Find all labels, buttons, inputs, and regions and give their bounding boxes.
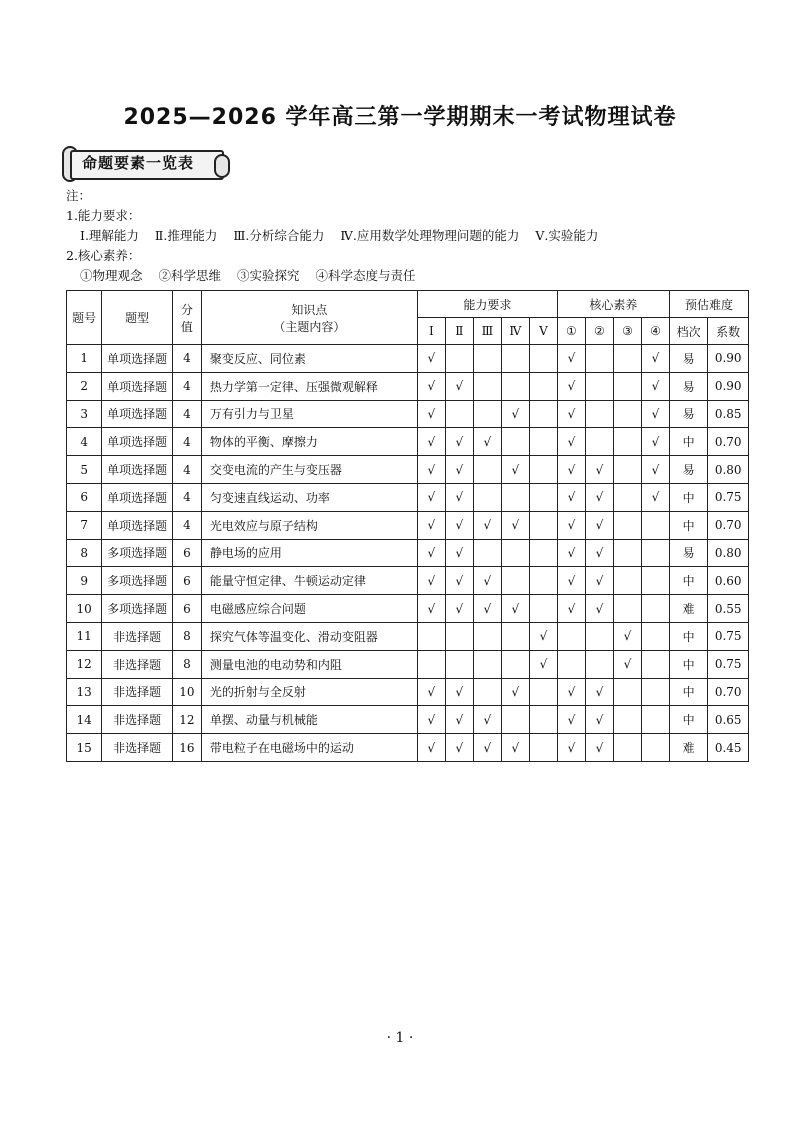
cell-topic: 聚变反应、同位素: [201, 345, 417, 373]
cell-topic: 带电粒子在电磁场中的运动: [201, 734, 417, 762]
cell-level: 中: [669, 511, 707, 539]
table-body: [67, 345, 749, 762]
cell-ability-3: [473, 400, 501, 428]
cell-level: 中: [669, 622, 707, 650]
header-core-col: ①: [557, 318, 585, 345]
cell-level: 难: [669, 734, 707, 762]
check-mark: √: [529, 650, 557, 678]
check-mark: √: [557, 483, 585, 511]
cell-ability-5: [529, 706, 557, 734]
check-mark: √: [585, 483, 613, 511]
cell-level: 难: [669, 595, 707, 623]
cell-level: 易: [669, 456, 707, 484]
notes-label: 注：: [66, 188, 92, 203]
cell-type: 多项选择题: [102, 567, 173, 595]
table-row: [67, 483, 749, 511]
check-mark: √: [417, 456, 445, 484]
cell-level: 易: [669, 345, 707, 373]
cell-num: 15: [67, 734, 102, 762]
check-mark: √: [417, 511, 445, 539]
table-row: [67, 428, 749, 456]
cell-topic: 探究气体等温变化、滑动变阻器: [201, 622, 417, 650]
cell-coef: 0.85: [708, 400, 749, 428]
cell-coef: 0.75: [708, 650, 749, 678]
cell-coef: 0.65: [708, 706, 749, 734]
header-ability-col: Ⅲ: [473, 318, 501, 345]
cell-score: 10: [172, 678, 201, 706]
check-mark: √: [557, 428, 585, 456]
cell-score: 12: [172, 706, 201, 734]
header-topic: [201, 291, 417, 345]
check-mark: √: [613, 622, 641, 650]
core-heading: 2.核心素养：: [66, 248, 141, 263]
cell-ability-1: [417, 650, 445, 678]
cell-core-4: [641, 678, 669, 706]
check-mark: √: [641, 372, 669, 400]
cell-ability-3: [473, 483, 501, 511]
cell-core-3: [613, 734, 641, 762]
cell-coef: 0.75: [708, 622, 749, 650]
check-mark: √: [445, 483, 473, 511]
cell-core-3: [613, 511, 641, 539]
cell-num: 4: [67, 428, 102, 456]
cell-score: 8: [172, 622, 201, 650]
check-mark: √: [641, 400, 669, 428]
elements-table: [66, 290, 749, 762]
cell-type: 单项选择题: [102, 456, 173, 484]
cell-level: 易: [669, 539, 707, 567]
scroll-right-decoration: [214, 154, 230, 178]
cell-type: 非选择题: [102, 622, 173, 650]
table-row: [67, 372, 749, 400]
cell-core-4: [641, 622, 669, 650]
check-mark: √: [417, 734, 445, 762]
cell-topic: 静电场的应用: [201, 539, 417, 567]
cell-coef: 0.80: [708, 539, 749, 567]
check-mark: √: [613, 650, 641, 678]
header-type: 题型: [102, 291, 173, 345]
cell-topic: 能量守恒定律、牛顿运动定律: [201, 567, 417, 595]
check-mark: √: [417, 372, 445, 400]
cell-topic: 电磁感应综合问题: [201, 595, 417, 623]
cell-ability-4: [501, 345, 529, 373]
cell-core-3: [613, 372, 641, 400]
core-list: [66, 266, 610, 286]
cell-ability-4: [501, 539, 529, 567]
cell-ability-4: [501, 706, 529, 734]
cell-num: 5: [67, 456, 102, 484]
cell-topic: 万有引力与卫星: [201, 400, 417, 428]
check-mark: √: [473, 511, 501, 539]
cell-ability-5: [529, 567, 557, 595]
cell-topic: 热力学第一定律、压强微观解释: [201, 372, 417, 400]
cell-core-3: [613, 428, 641, 456]
cell-num: 14: [67, 706, 102, 734]
check-mark: √: [417, 428, 445, 456]
cell-core-4: [641, 511, 669, 539]
header-core: 核心素养: [557, 291, 669, 318]
cell-level: 中: [669, 706, 707, 734]
core-item: ④科学态度与责任: [315, 268, 416, 283]
banner-text: 命题要素一览表: [82, 154, 195, 172]
check-mark: √: [417, 345, 445, 373]
check-mark: √: [501, 456, 529, 484]
cell-ability-5: [529, 372, 557, 400]
cell-num: 11: [67, 622, 102, 650]
cell-type: 单项选择题: [102, 483, 173, 511]
check-mark: √: [557, 595, 585, 623]
check-mark: √: [473, 706, 501, 734]
cell-coef: 0.70: [708, 678, 749, 706]
table-row: [67, 706, 749, 734]
cell-coef: 0.75: [708, 483, 749, 511]
check-mark: √: [445, 678, 473, 706]
cell-score: 8: [172, 650, 201, 678]
page-title: 2025—2026 学年高三第一学期期末一考试物理试卷: [123, 105, 677, 130]
cell-type: 单项选择题: [102, 345, 173, 373]
table-row: [67, 456, 749, 484]
cell-core-2: [585, 345, 613, 373]
cell-topic: 测量电池的电动势和内阻: [201, 650, 417, 678]
check-mark: √: [417, 706, 445, 734]
cell-score: 4: [172, 428, 201, 456]
cell-ability-1: [417, 622, 445, 650]
check-mark: √: [557, 400, 585, 428]
check-mark: √: [557, 706, 585, 734]
check-mark: √: [585, 567, 613, 595]
table-row: [67, 400, 749, 428]
cell-ability-5: [529, 456, 557, 484]
cell-ability-4: [501, 428, 529, 456]
cell-core-1: [557, 622, 585, 650]
check-mark: √: [557, 456, 585, 484]
header-level: 档次: [669, 318, 707, 345]
check-mark: √: [417, 595, 445, 623]
table-row: [67, 345, 749, 373]
cell-ability-3: [473, 372, 501, 400]
cell-ability-2: [445, 400, 473, 428]
header-ability: 能力要求: [417, 291, 557, 318]
check-mark: √: [557, 372, 585, 400]
cell-core-3: [613, 345, 641, 373]
cell-ability-4: [501, 372, 529, 400]
check-mark: √: [557, 734, 585, 762]
header-coef: 系数: [708, 318, 749, 345]
cell-core-4: [641, 650, 669, 678]
cell-ability-4: [501, 622, 529, 650]
check-mark: √: [585, 511, 613, 539]
cell-ability-5: [529, 511, 557, 539]
check-mark: √: [501, 678, 529, 706]
cell-core-4: [641, 539, 669, 567]
check-mark: √: [529, 622, 557, 650]
cell-core-3: [613, 400, 641, 428]
check-mark: √: [501, 511, 529, 539]
cell-ability-5: [529, 595, 557, 623]
check-mark: √: [445, 539, 473, 567]
check-mark: √: [585, 734, 613, 762]
ability-item: Ⅳ.应用数学处理物理问题的能力: [340, 228, 520, 243]
cell-score: 6: [172, 595, 201, 623]
table-row: [67, 539, 749, 567]
cell-topic: 匀变速直线运动、功率: [201, 483, 417, 511]
cell-core-3: [613, 567, 641, 595]
cell-level: 中: [669, 428, 707, 456]
ability-heading: 1.能力要求：: [66, 208, 141, 223]
cell-core-3: [613, 706, 641, 734]
cell-topic: 交变电流的产生与变压器: [201, 456, 417, 484]
ability-item: Ⅰ.理解能力: [80, 228, 139, 243]
cell-num: 6: [67, 483, 102, 511]
cell-type: 非选择题: [102, 734, 173, 762]
check-mark: √: [445, 706, 473, 734]
cell-ability-2: [445, 345, 473, 373]
check-mark: √: [445, 456, 473, 484]
check-mark: √: [641, 456, 669, 484]
check-mark: √: [557, 539, 585, 567]
cell-ability-5: [529, 345, 557, 373]
check-mark: √: [473, 567, 501, 595]
cell-score: 16: [172, 734, 201, 762]
cell-type: 单项选择题: [102, 400, 173, 428]
header-core-col: ④: [641, 318, 669, 345]
check-mark: √: [501, 734, 529, 762]
cell-core-3: [613, 678, 641, 706]
check-mark: √: [585, 595, 613, 623]
check-mark: √: [557, 567, 585, 595]
cell-num: 9: [67, 567, 102, 595]
check-mark: √: [417, 539, 445, 567]
cell-core-3: [613, 456, 641, 484]
ability-list: [66, 226, 610, 246]
check-mark: √: [641, 428, 669, 456]
cell-num: 10: [67, 595, 102, 623]
check-mark: √: [417, 567, 445, 595]
check-mark: √: [641, 345, 669, 373]
cell-core-4: [641, 567, 669, 595]
cell-coef: 0.80: [708, 456, 749, 484]
table-row: [67, 650, 749, 678]
cell-num: 3: [67, 400, 102, 428]
check-mark: √: [417, 483, 445, 511]
check-mark: √: [557, 511, 585, 539]
check-mark: √: [473, 734, 501, 762]
cell-coef: 0.55: [708, 595, 749, 623]
cell-ability-5: [529, 678, 557, 706]
header-ability-col: Ⅱ: [445, 318, 473, 345]
check-mark: √: [585, 539, 613, 567]
check-mark: √: [473, 428, 501, 456]
cell-core-2: [585, 428, 613, 456]
cell-score: 6: [172, 539, 201, 567]
cell-score: 4: [172, 400, 201, 428]
cell-ability-2: [445, 622, 473, 650]
cell-level: 中: [669, 678, 707, 706]
cell-coef: 0.45: [708, 734, 749, 762]
cell-type: 多项选择题: [102, 539, 173, 567]
core-item: ①物理观念: [80, 268, 143, 283]
header-core-col: ③: [613, 318, 641, 345]
cell-ability-4: [501, 567, 529, 595]
check-mark: √: [445, 372, 473, 400]
check-mark: √: [445, 734, 473, 762]
table-row: [67, 511, 749, 539]
cell-ability-5: [529, 428, 557, 456]
cell-level: 中: [669, 567, 707, 595]
cell-num: 2: [67, 372, 102, 400]
header-difficulty: 预估难度: [669, 291, 748, 318]
check-mark: √: [445, 428, 473, 456]
header-ability-col: Ⅳ: [501, 318, 529, 345]
cell-topic: 单摆、动量与机械能: [201, 706, 417, 734]
cell-type: 非选择题: [102, 706, 173, 734]
header-ability-col: Ⅰ: [417, 318, 445, 345]
check-mark: √: [445, 595, 473, 623]
cell-coef: 0.90: [708, 372, 749, 400]
header-num: 题号: [67, 291, 102, 345]
check-mark: √: [641, 483, 669, 511]
cell-num: 7: [67, 511, 102, 539]
cell-core-2: [585, 400, 613, 428]
cell-ability-3: [473, 345, 501, 373]
cell-ability-5: [529, 400, 557, 428]
check-mark: √: [501, 400, 529, 428]
cell-core-2: [585, 650, 613, 678]
cell-ability-4: [501, 483, 529, 511]
cell-num: 1: [67, 345, 102, 373]
cell-core-4: [641, 595, 669, 623]
cell-core-3: [613, 483, 641, 511]
cell-core-1: [557, 650, 585, 678]
cell-coef: 0.70: [708, 511, 749, 539]
cell-type: 非选择题: [102, 678, 173, 706]
cell-topic: 物体的平衡、摩擦力: [201, 428, 417, 456]
table-row: [67, 734, 749, 762]
table-row: [67, 678, 749, 706]
cell-coef: 0.70: [708, 428, 749, 456]
cell-ability-4: [501, 650, 529, 678]
cell-ability-3: [473, 456, 501, 484]
cell-ability-3: [473, 622, 501, 650]
cell-coef: 0.60: [708, 567, 749, 595]
header-ability-col: Ⅴ: [529, 318, 557, 345]
check-mark: √: [473, 595, 501, 623]
cell-core-2: [585, 622, 613, 650]
cell-level: 中: [669, 483, 707, 511]
table-row: [67, 595, 749, 623]
cell-core-2: [585, 372, 613, 400]
check-mark: √: [557, 345, 585, 373]
header-topic-top: 知识点: [291, 302, 328, 317]
check-mark: √: [585, 706, 613, 734]
cell-type: 单项选择题: [102, 511, 173, 539]
check-mark: √: [557, 678, 585, 706]
check-mark: √: [585, 678, 613, 706]
cell-num: 13: [67, 678, 102, 706]
cell-num: 8: [67, 539, 102, 567]
header-score-top: 分: [180, 302, 193, 317]
check-mark: √: [501, 595, 529, 623]
cell-core-3: [613, 595, 641, 623]
page-number: · 1 ·: [386, 1030, 414, 1046]
check-mark: √: [417, 400, 445, 428]
table-row: [67, 567, 749, 595]
cell-core-4: [641, 706, 669, 734]
header-topic-bottom: （主题内容）: [273, 319, 346, 334]
cell-topic: 光电效应与原子结构: [201, 511, 417, 539]
cell-score: 4: [172, 372, 201, 400]
cell-type: 单项选择题: [102, 372, 173, 400]
cell-num: 12: [67, 650, 102, 678]
cell-ability-5: [529, 483, 557, 511]
cell-score: 4: [172, 511, 201, 539]
ability-item: Ⅲ.分析综合能力: [233, 228, 325, 243]
cell-type: 多项选择题: [102, 595, 173, 623]
check-mark: √: [585, 456, 613, 484]
check-mark: √: [445, 511, 473, 539]
cell-topic: 光的折射与全反射: [201, 678, 417, 706]
cell-coef: 0.90: [708, 345, 749, 373]
header-core-col: ②: [585, 318, 613, 345]
cell-ability-5: [529, 734, 557, 762]
cell-core-4: [641, 734, 669, 762]
cell-level: 中: [669, 650, 707, 678]
cell-level: 易: [669, 372, 707, 400]
check-mark: √: [445, 567, 473, 595]
check-mark: √: [417, 678, 445, 706]
core-item: ②科学思维: [158, 268, 222, 283]
cell-score: 4: [172, 483, 201, 511]
cell-type: 单项选择题: [102, 428, 173, 456]
cell-score: 6: [172, 567, 201, 595]
cell-core-3: [613, 539, 641, 567]
cell-ability-3: [473, 678, 501, 706]
cell-ability-3: [473, 539, 501, 567]
core-item: ③实验探究: [237, 268, 300, 283]
table-row: [67, 622, 749, 650]
header-score-bottom: 值: [180, 319, 193, 334]
cell-ability-5: [529, 539, 557, 567]
header-score: [172, 291, 201, 345]
cell-score: 4: [172, 456, 201, 484]
section-banner: [60, 146, 230, 180]
ability-item: Ⅴ.实验能力: [535, 228, 599, 243]
ability-item: Ⅱ.推理能力: [154, 228, 218, 243]
notes-section: [66, 186, 610, 286]
cell-type: 非选择题: [102, 650, 173, 678]
cell-score: 4: [172, 345, 201, 373]
cell-ability-3: [473, 650, 501, 678]
cell-level: 易: [669, 400, 707, 428]
cell-ability-2: [445, 650, 473, 678]
